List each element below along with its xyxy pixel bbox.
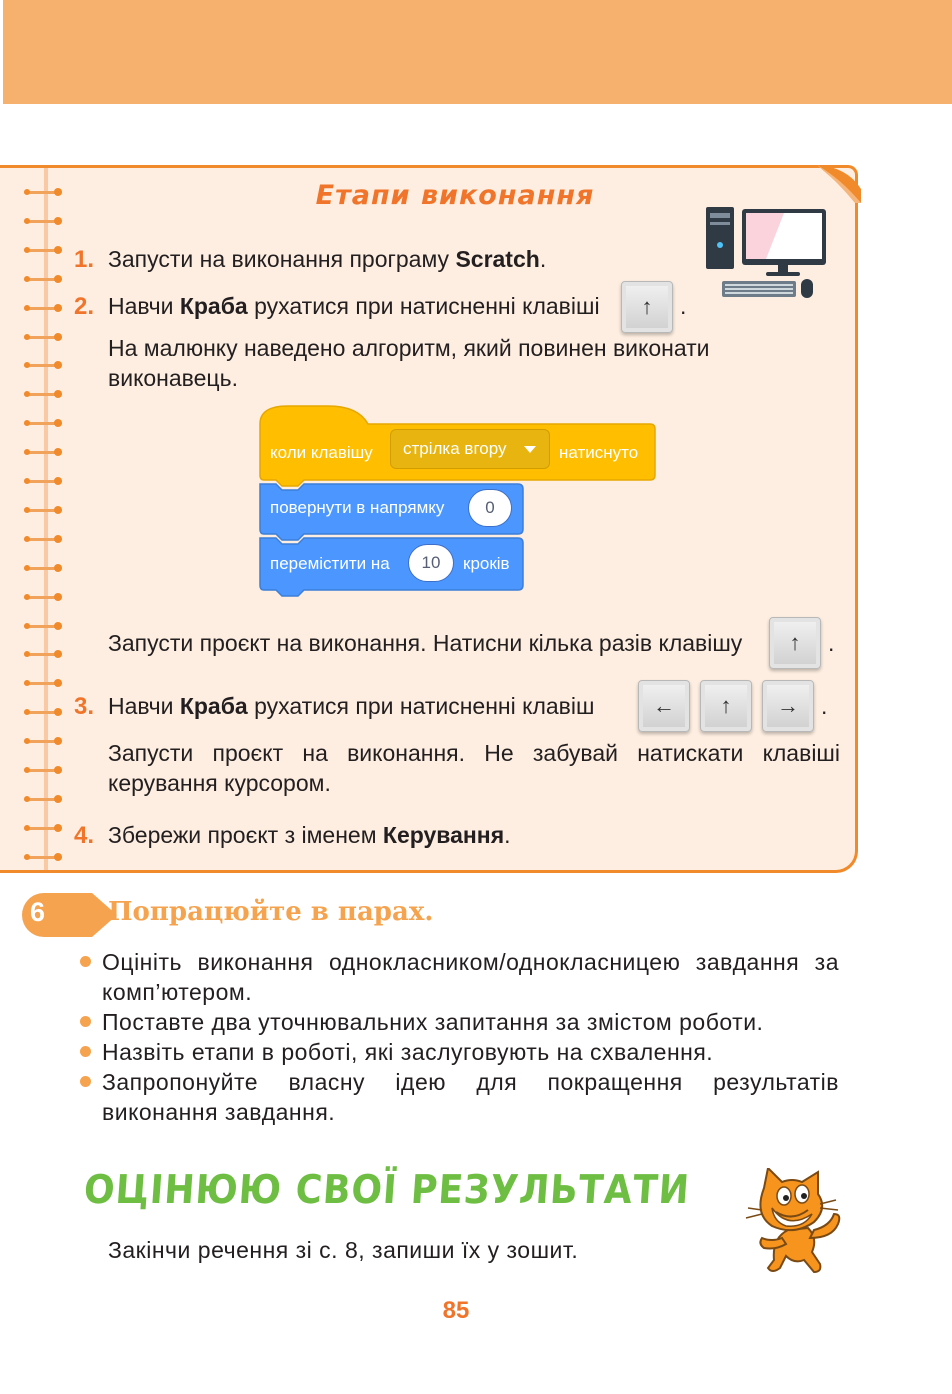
steps-input[interactable]: 10: [408, 544, 454, 582]
spiral-ring: [24, 333, 64, 343]
spiral-ring: [24, 361, 64, 371]
bullet-item-3: Назвіть етапи в роботі, які заслуговують на схвалення.: [102, 1039, 714, 1065]
arrow-left-key-icon: ←: [638, 680, 690, 732]
page-number: 85: [442, 1297, 470, 1324]
algorithm-paragraph: На малюнку наведено алгоритм, який повинен виконати виконавець.: [108, 335, 710, 391]
move-block-label: перемістити на: [270, 554, 390, 573]
run-project-paragraph: Запусти проєкт на виконання. Натисни кілька разів клавішу: [108, 630, 743, 656]
results-title: ОЦІНЮЮ СВОЇ РЕЗУЛЬТАТИ: [82, 1167, 692, 1214]
results-text: Закінчи речення зі с. 8, запиши їх у зошит.: [108, 1237, 579, 1263]
bullet-item-2: Поставте два уточнювальних запитання за змістом роботи.: [102, 1009, 764, 1035]
step-text-2: Навчи Краба рухатися при натисненні клавіші: [108, 293, 600, 319]
spiral-ring: [24, 824, 64, 834]
step-number-2: 2.: [74, 293, 95, 320]
chevron-down-icon: [524, 446, 536, 453]
spiral-ring: [24, 535, 64, 545]
turn-block-label: повернути в напрямку: [270, 498, 445, 517]
spiral-ring: [24, 708, 64, 718]
hat-block-tail: натиснуто: [559, 443, 639, 462]
arrow-right-key-icon: →: [762, 680, 814, 732]
scratch-script: [258, 402, 658, 602]
section-number: 6: [30, 897, 46, 927]
arrow-up-key-icon: ↑: [700, 680, 752, 732]
scratch-cat-icon: [742, 1168, 842, 1274]
step-number-1: 1.: [74, 246, 95, 273]
step-3-period: .: [821, 693, 828, 719]
spiral-ring: [24, 390, 64, 400]
bullet-dot: [80, 1076, 91, 1087]
step-number-4: 4.: [74, 822, 95, 849]
spiral-ring: [24, 766, 64, 776]
notebook-spiral-icon: [24, 178, 72, 858]
spiral-ring: [24, 477, 64, 487]
run-paragraph-period: .: [828, 630, 835, 656]
step-2-period: .: [680, 293, 687, 319]
page-fold-corner: [817, 165, 861, 203]
spiral-ring: [24, 188, 64, 198]
spiral-ring: [24, 564, 64, 574]
cursor-keys-paragraph: Запусти проєкт на виконання. Не забувай натискати клавіші керування курсором.: [108, 740, 840, 796]
direction-input[interactable]: 0: [468, 489, 512, 527]
spiral-ring: [24, 593, 64, 603]
arrow-up-key-icon: ↑: [621, 281, 673, 333]
spiral-ring: [24, 650, 64, 660]
bullet-dot: [80, 1016, 91, 1027]
spiral-ring: [24, 217, 64, 227]
spiral-ring: [24, 448, 64, 458]
hat-block-label: коли клавішу: [270, 443, 373, 462]
spiral-ring: [24, 679, 64, 689]
panel-title: Етапи виконання: [315, 180, 595, 211]
top-header-band: [3, 0, 952, 104]
step-number-3: 3.: [74, 693, 95, 720]
step-text-4: Збережи проєкт з іменем Керування.: [108, 822, 511, 848]
spiral-ring: [24, 506, 64, 516]
computer-icon: [704, 205, 830, 301]
spiral-ring: [24, 246, 64, 256]
section-title: Попрацюйте в парах.: [108, 897, 434, 927]
bullet-item-1: Оцініть виконання однокласником/однокласницею завдання за комп’ютером.: [102, 949, 839, 1005]
spiral-ring: [24, 853, 64, 863]
move-block-tail: кроків: [463, 554, 510, 573]
bullet-dot: [80, 956, 91, 967]
spiral-ring: [24, 622, 64, 632]
spiral-ring: [24, 737, 64, 747]
step-text-1: Запусти на виконання програму Scratch.: [108, 246, 547, 272]
spiral-ring: [24, 275, 64, 285]
bullet-dot: [80, 1046, 91, 1057]
spiral-ring: [24, 304, 64, 314]
bullet-item-4: Запропонуйте власну ідею для покращення результатів виконання завдання.: [102, 1069, 839, 1125]
step-text-3: Навчи Краба рухатися при натисненні клавіш: [108, 693, 595, 719]
spiral-ring: [24, 795, 64, 805]
key-dropdown[interactable]: стрілка вгору: [390, 429, 550, 469]
arrow-up-key-icon: ↑: [769, 617, 821, 669]
spiral-ring: [24, 419, 64, 429]
